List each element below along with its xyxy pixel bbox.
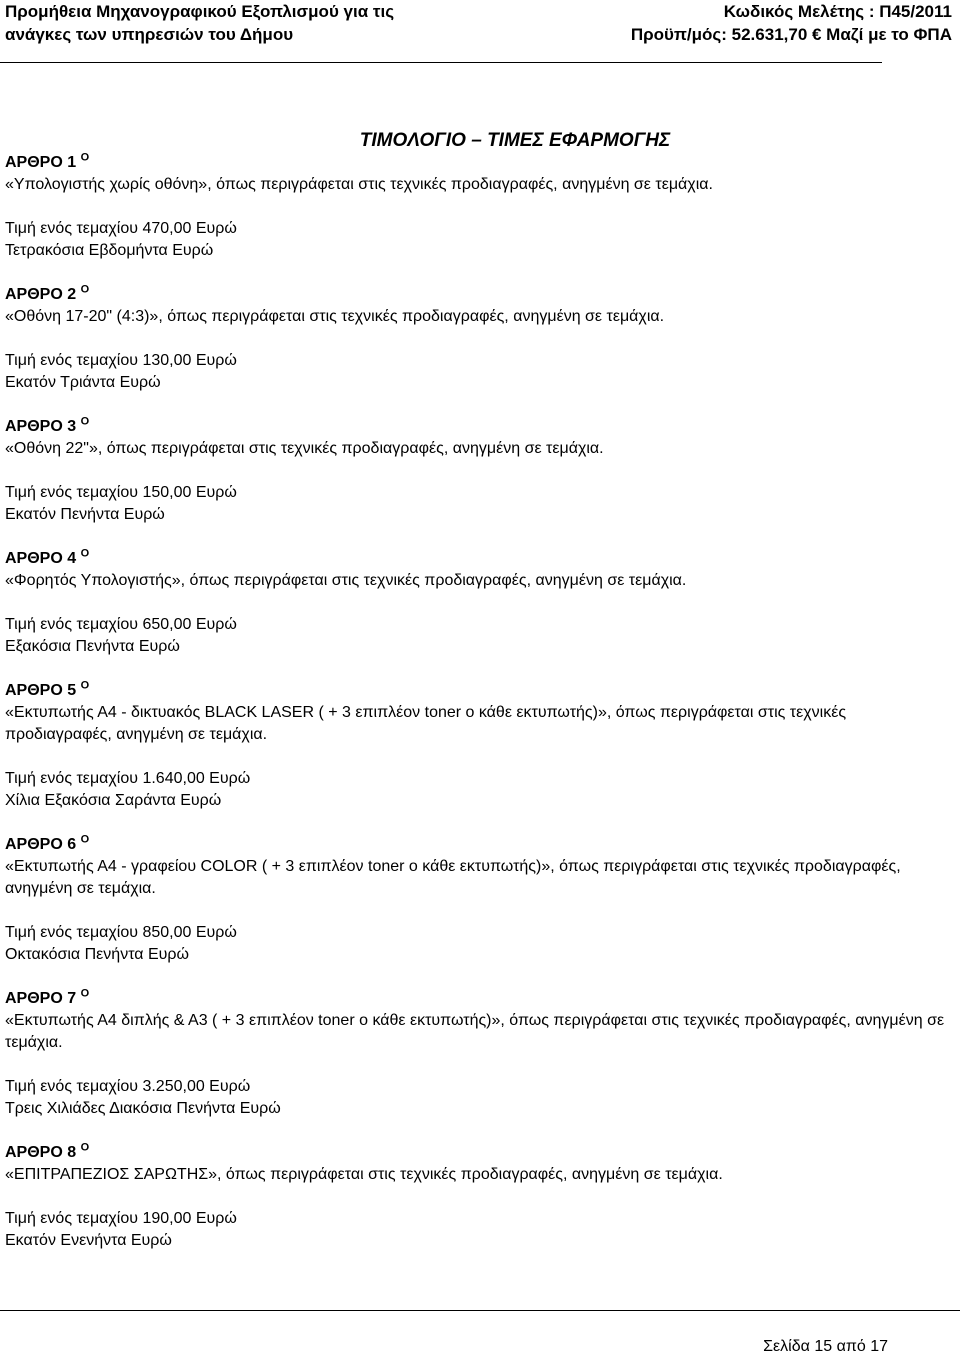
article-superscript: Ο <box>80 283 90 296</box>
article <box>5 548 950 658</box>
header-divider <box>0 62 882 63</box>
page-header <box>0 0 960 64</box>
article-price: Τιμή ενός τεμαχίου 130,00 Ευρώ <box>5 352 237 369</box>
article-superscript: Ο <box>80 987 90 1000</box>
article-price-words: Τετρακόσια Εβδομήντα Ευρώ <box>5 242 214 259</box>
article-description: «Εκτυπωτής Α4 - δικτυακός BLACK LASER ( + 3 επιπλέον toner ο κάθε εκτυπωτής)», όπως περιγράφεται στις τεχνικές προδιαγραφές, ανηγμένη σε τεμάχια. <box>5 704 847 743</box>
article-description: «Εκτυπωτής Α4 - γραφείου COLOR ( + 3 επιπλέον toner ο κάθε εκτυπωτής)», όπως περιγράφεται στις τεχνικές προδιαγραφές, ανηγμένη σε τεμάχια. <box>5 858 901 897</box>
article <box>5 680 950 812</box>
article <box>5 988 950 1120</box>
article-price: Τιμή ενός τεμαχίου 850,00 Ευρώ <box>5 924 237 941</box>
article <box>5 416 950 526</box>
article-heading: ΑΡΘΡΟ 6 $^O$ <box>5 833 90 853</box>
page-number: Σελίδα 15 από 17 <box>763 1338 888 1355</box>
article-heading: ΑΡΘΡΟ 3 $^O$ <box>5 415 90 435</box>
articles-list <box>5 152 950 1274</box>
article <box>5 284 950 394</box>
article-price: Τιμή ενός τεμαχίου 150,00 Ευρώ <box>5 484 237 501</box>
article-price: Τιμή ενός τεμαχίου 3.250,00 Ευρώ <box>5 1078 251 1095</box>
article-superscript: Ο <box>80 151 90 164</box>
article-heading: ΑΡΘΡΟ 8 $^O$ <box>5 1141 90 1161</box>
article-superscript: Ο <box>80 415 90 428</box>
article-superscript: Ο <box>80 833 90 846</box>
article-price-words: Τρεις Χιλιάδες Διακόσια Πενήντα Ευρώ <box>5 1100 281 1117</box>
header-project-subtitle: ανάγκες των υπηρεσιών του Δήμου <box>5 25 294 44</box>
header-left <box>5 0 394 46</box>
article <box>5 1142 950 1252</box>
article-price: Τιμή ενός τεμαχίου 470,00 Ευρώ <box>5 220 237 237</box>
article-heading: ΑΡΘΡΟ 4 $^O$ <box>5 547 90 567</box>
article <box>5 834 950 966</box>
article-description: «Οθόνη 22"», όπως περιγράφεται στις τεχνικές προδιαγραφές, ανηγμένη σε τεμάχια. <box>5 440 604 457</box>
article-heading: ΑΡΘΡΟ 7 $^O$ <box>5 987 90 1007</box>
article-price-words: Εξακόσια Πενήντα Ευρώ <box>5 638 180 655</box>
article-price-words: Εκατόν Τριάντα Ευρώ <box>5 374 161 391</box>
document-title: ΤΙΜΟΛΟΓΙΟ – ΤΙΜΕΣ ΕΦΑΡΜΟΓΗΣ <box>359 130 671 151</box>
article-description: «Υπολογιστής χωρίς οθόνη», όπως περιγράφεται στις τεχνικές προδιαγραφές, ανηγμένη σε τεμάχια. <box>5 176 713 193</box>
footer-divider <box>0 1310 960 1311</box>
article-superscript: Ο <box>80 679 90 692</box>
header-study-code: Κωδικός Μελέτης : Π45/2011 <box>723 2 952 21</box>
article-price-words: Οκτακόσια Πενήντα Ευρώ <box>5 946 190 963</box>
header-budget: Προϋπ/μός: 52.631,70 € Μαζί με το ΦΠΑ <box>630 25 952 44</box>
article-price: Τιμή ενός τεμαχίου 1.640,00 Ευρώ <box>5 770 251 787</box>
article-price-words: Χίλια Εξακόσια Σαράντα Ευρώ <box>5 792 222 809</box>
article-description: «Φορητός Υπολογιστής», όπως περιγράφεται στις τεχνικές προδιαγραφές, ανηγμένη σε τεμάχια. <box>5 572 687 589</box>
article-description: «Οθόνη 17-20" (4:3)», όπως περιγράφεται στις τεχνικές προδιαγραφές, ανηγμένη σε τεμάχια. <box>5 308 665 325</box>
article-heading: ΑΡΘΡΟ 1 $^O$ <box>5 151 90 171</box>
article-price: Τιμή ενός τεμαχίου 190,00 Ευρώ <box>5 1210 237 1227</box>
article-heading: ΑΡΘΡΟ 2 $^O$ <box>5 283 90 303</box>
article-price-words: Εκατόν Ενενήντα Ευρώ <box>5 1232 172 1249</box>
article-description: «Εκτυπωτής Α4 διπλής & Α3 ( + 3 επιπλέον toner ο κάθε εκτυπωτής)», όπως περιγράφεται στις τεχνικές προδιαγραφές, ανηγμένη σε τεμάχια. <box>5 1012 945 1051</box>
article-price: Τιμή ενός τεμαχίου 650,00 Ευρώ <box>5 616 237 633</box>
article-heading: ΑΡΘΡΟ 5 $^O$ <box>5 679 90 699</box>
article <box>5 152 950 262</box>
header-right <box>631 0 952 46</box>
header-project-title: Προμήθεια Μηχανογραφικού Εξοπλισμού για τις <box>5 2 395 21</box>
article-superscript: Ο <box>80 547 90 560</box>
article-description: «ΕΠΙΤΡΑΠΕΖΙΟΣ ΣΑΡΩΤΗΣ», όπως περιγράφεται στις τεχνικές προδιαγραφές, ανηγμένη σε τεμάχια. <box>5 1166 723 1183</box>
article-price-words: Εκατόν Πενήντα Ευρώ <box>5 506 165 523</box>
article-superscript: Ο <box>80 1141 90 1154</box>
